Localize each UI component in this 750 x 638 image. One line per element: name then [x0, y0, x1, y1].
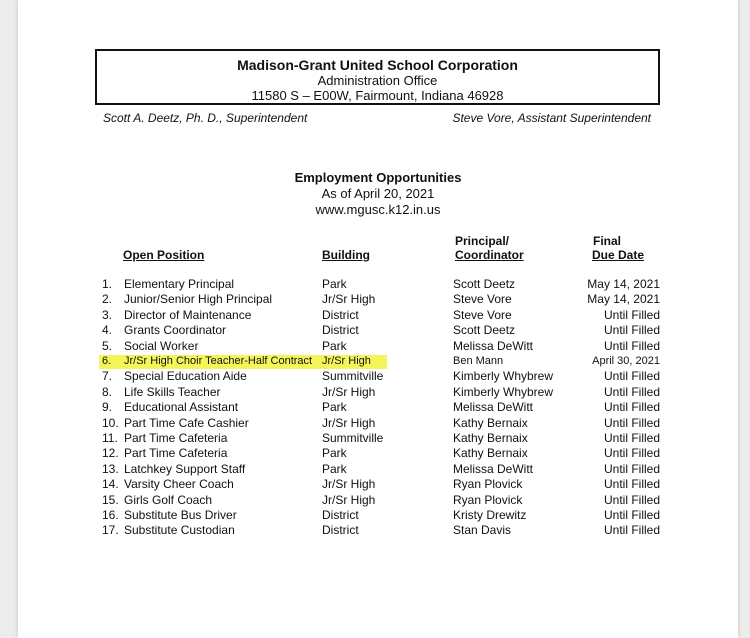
position-due-date: Until Filled	[603, 338, 660, 353]
table-row	[18, 477, 738, 492]
position-title: Social Worker	[124, 338, 199, 353]
position-due-date: Until Filled	[603, 415, 660, 430]
organization-name: Madison-Grant United School Corporation	[237, 57, 518, 73]
position-due-date: Until Filled	[603, 384, 660, 399]
position-building: Park	[322, 400, 347, 415]
position-due-date: May 14, 2021	[587, 292, 660, 307]
position-coordinator: Melissa DeWitt	[453, 400, 534, 415]
position-coordinator: Kimberly Whybrew	[453, 384, 554, 399]
position-building: Summitville	[322, 431, 384, 445]
position-number: 4.	[102, 323, 113, 338]
position-coordinator: Melissa DeWitt	[453, 338, 534, 353]
position-due-date: Until Filled	[603, 369, 660, 384]
position-due-date: Until Filled	[603, 461, 660, 476]
position-title: Substitute Custodian	[124, 523, 235, 538]
column-header-date-line1: Final	[593, 234, 622, 248]
superintendent-name: Scott A. Deetz, Ph. D., Superintendent	[103, 111, 308, 125]
table-row	[18, 369, 738, 384]
table-row	[18, 323, 738, 338]
position-coordinator: Stan Davis	[453, 523, 512, 538]
table-row	[18, 292, 738, 307]
position-due-date: Until Filled	[603, 523, 660, 538]
table-row	[18, 446, 738, 461]
position-coordinator: Scott Deetz	[453, 323, 516, 338]
position-title: Life Skills Teacher	[124, 384, 221, 399]
document-date: As of April 20, 2021	[321, 186, 435, 201]
position-number: 5.	[102, 338, 113, 353]
table-row	[18, 462, 738, 477]
position-title: Part Time Cafeteria	[124, 446, 228, 461]
position-number: 6.	[102, 355, 112, 367]
position-due-date: Until Filled	[603, 492, 660, 507]
position-title: Latchkey Support Staff	[124, 461, 246, 476]
column-header-coordinator-line1: Principal/	[455, 234, 510, 248]
position-coordinator: Ben Mann	[453, 355, 504, 367]
position-number: 12.	[102, 446, 119, 461]
position-number: 2.	[102, 292, 113, 307]
column-header-position: Open Position	[123, 248, 205, 262]
position-coordinator: Scott Deetz	[453, 277, 516, 291]
position-building: Jr/Sr High	[322, 292, 376, 307]
position-coordinator: Kimberly Whybrew	[453, 369, 554, 384]
column-header-coordinator-line2: Coordinator	[455, 248, 524, 262]
document-heading	[18, 170, 738, 218]
position-title: Grants Coordinator	[124, 323, 227, 338]
position-coordinator: Kathy Bernaix	[453, 446, 528, 461]
table-row	[18, 493, 738, 508]
position-number: 11.	[102, 431, 118, 445]
position-building: Park	[322, 446, 347, 461]
position-coordinator: Melissa DeWitt	[453, 461, 534, 476]
position-coordinator: Ryan Plovick	[453, 477, 523, 492]
position-number: 17.	[102, 523, 119, 538]
position-due-date: April 30, 2021	[592, 355, 660, 367]
position-building: Park	[322, 461, 347, 476]
table-row	[18, 523, 738, 538]
position-number: 14.	[102, 477, 119, 492]
document-title: Employment Opportunities	[294, 170, 462, 185]
position-building: Jr/Sr High	[322, 415, 376, 430]
website-url: www.mgusc.k12.in.us	[315, 202, 441, 217]
position-building: District	[322, 523, 359, 538]
table-row	[18, 339, 738, 354]
position-number: 15.	[102, 492, 119, 507]
assistant-superintendent-name: Steve Vore, Assistant Superintendent	[452, 111, 651, 125]
position-building: Jr/Sr High	[322, 492, 376, 507]
position-title: Part Time Cafeteria	[124, 431, 228, 445]
office-address: 11580 S – E00W, Fairmount, Indiana 46928	[251, 88, 504, 103]
position-title: Varsity Cheer Coach	[124, 477, 234, 492]
table-row	[18, 508, 738, 523]
position-number: 13.	[102, 461, 119, 476]
position-number: 1.	[102, 277, 113, 291]
table-row	[18, 416, 738, 431]
column-header-date-line2: Due Date	[592, 248, 645, 262]
table-row	[18, 308, 738, 323]
position-title: Jr/Sr High Choir Teacher-Half Contract	[124, 355, 313, 367]
position-due-date: Until Filled	[603, 307, 660, 322]
letterhead-box	[95, 49, 660, 105]
position-title: Director of Maintenance	[124, 307, 252, 322]
position-title: Junior/Senior High Principal	[124, 292, 273, 307]
table-row	[18, 400, 738, 415]
position-building: Park	[322, 338, 347, 353]
position-coordinator: Kristy Drewitz	[453, 508, 527, 522]
position-building: Summitville	[322, 369, 384, 384]
position-building: District	[322, 508, 359, 522]
position-due-date: Until Filled	[603, 323, 660, 338]
position-building: District	[322, 307, 359, 322]
position-due-date: Until Filled	[603, 431, 660, 445]
position-title: Elementary Principal	[124, 277, 235, 291]
position-due-date: Until Filled	[603, 400, 660, 415]
position-number: 8.	[102, 384, 113, 399]
position-building: Jr/Sr High	[322, 477, 376, 492]
position-coordinator: Kathy Bernaix	[453, 415, 528, 430]
table-row	[18, 277, 738, 292]
position-number: 9.	[102, 400, 113, 415]
position-due-date: Until Filled	[603, 446, 660, 461]
position-coordinator: Kathy Bernaix	[453, 431, 528, 445]
position-building: District	[322, 323, 359, 338]
position-title: Educational Assistant	[124, 400, 239, 415]
position-due-date: Until Filled	[603, 508, 660, 522]
position-number: 7.	[102, 369, 113, 384]
position-building: Jr/Sr High	[322, 384, 376, 399]
table-row	[18, 431, 738, 446]
position-due-date: Until Filled	[603, 477, 660, 492]
table-row	[18, 385, 738, 400]
position-building: Park	[322, 277, 347, 291]
position-title: Girls Golf Coach	[124, 492, 213, 507]
position-title: Substitute Bus Driver	[124, 508, 237, 522]
position-number: 10.	[102, 415, 119, 430]
position-due-date: May 14, 2021	[587, 277, 660, 291]
column-header-building: Building	[322, 248, 370, 262]
position-building: Jr/Sr High	[322, 355, 371, 367]
position-number: 16.	[102, 508, 119, 522]
document-page	[18, 0, 738, 638]
position-coordinator: Steve Vore	[453, 307, 512, 322]
office-name: Administration Office	[317, 73, 438, 88]
position-title: Special Education Aide	[124, 369, 247, 384]
position-title: Part Time Cafe Cashier	[124, 415, 249, 430]
position-number: 3.	[102, 307, 113, 322]
table-row	[18, 354, 738, 369]
position-coordinator: Steve Vore	[453, 292, 512, 307]
position-coordinator: Ryan Plovick	[453, 492, 523, 507]
